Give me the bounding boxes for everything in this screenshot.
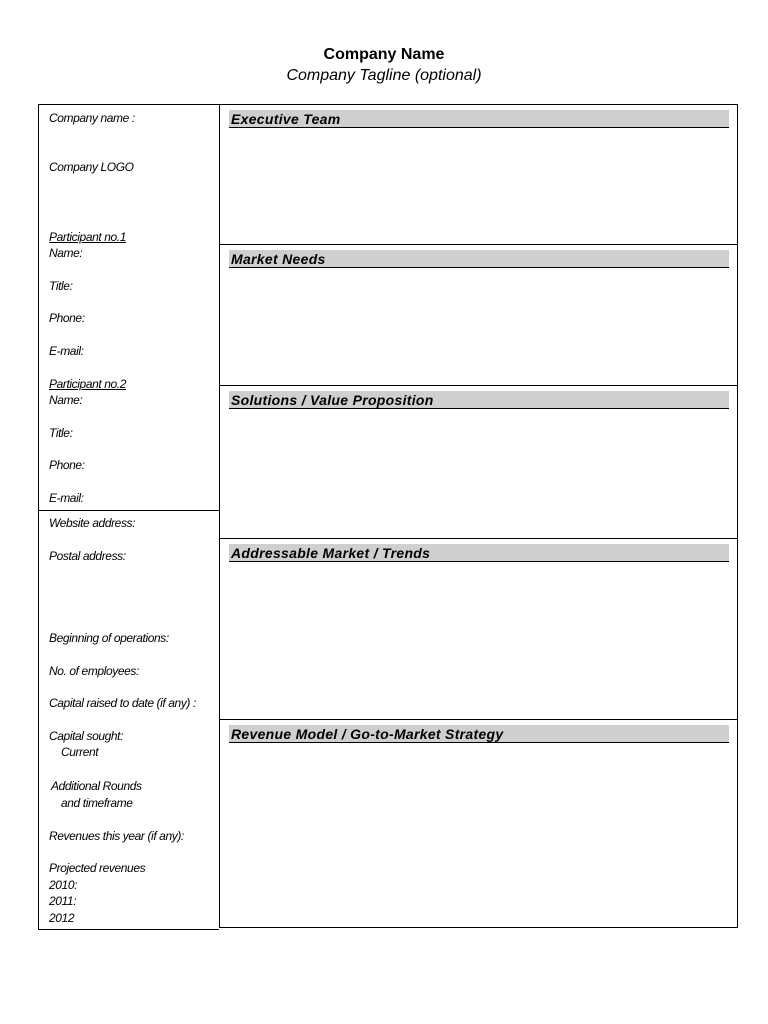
projected-revenues-label: Projected revenues (49, 861, 146, 875)
participant-1-phone-label: Phone: (49, 311, 85, 325)
executive-team-heading: Executive Team (229, 110, 729, 128)
website-label: Website address: (49, 516, 136, 530)
business-sections-column (219, 104, 738, 928)
company-logo-label: Company LOGO (49, 160, 134, 174)
participant-2-title-label: Title: (49, 426, 73, 440)
one-pager-form (38, 104, 739, 928)
revenues-this-year-label: Revenues this year (if any): (49, 829, 184, 843)
postal-address-label: Postal address: (49, 549, 126, 563)
year-2012-label: 2012 (49, 911, 75, 925)
capital-sought-label: Capital sought: (49, 729, 124, 743)
participant-2-phone-label: Phone: (49, 458, 85, 472)
participant-2-heading: Participant no.2 (49, 377, 126, 391)
year-2010-label: 2010: (49, 878, 78, 892)
addressable-market-heading: Addressable Market / Trends (229, 544, 729, 562)
company-name-label: Company name : (49, 111, 135, 125)
market-needs-heading: Market Needs (229, 250, 729, 268)
company-name-title: Company Name (323, 46, 445, 63)
timeframe-label: and timeframe (61, 796, 133, 810)
participant-1-name-label: Name: (49, 246, 83, 260)
participant-1-email-label: E-mail: (49, 344, 84, 358)
company-tagline: Company Tagline (optional) (286, 67, 482, 84)
section-executive-team (220, 105, 737, 245)
revenue-model-heading: Revenue Model / Go-to-Market Strategy (229, 725, 729, 743)
participant-2-name-label: Name: (49, 393, 83, 407)
section-revenue-model (220, 720, 737, 927)
employees-label: No. of employees: (49, 664, 139, 678)
participant-1-title-label: Title: (49, 279, 73, 293)
beginning-of-operations-label: Beginning of operations: (49, 631, 169, 645)
current-label: Current (61, 745, 99, 759)
additional-rounds-label: Additional Rounds (51, 779, 142, 793)
capital-raised-label: Capital raised to date (if any) : (49, 696, 196, 710)
participant-1-heading: Participant no.1 (49, 230, 126, 244)
company-info-column (38, 104, 219, 930)
section-market-needs (220, 245, 737, 386)
left-divider (39, 510, 220, 511)
section-solutions (220, 386, 737, 539)
participant-2-email-label: E-mail: (49, 491, 84, 505)
year-2011-label: 2011: (49, 894, 77, 908)
solutions-heading: Solutions / Value Proposition (229, 391, 729, 409)
section-addressable-market (220, 539, 737, 720)
